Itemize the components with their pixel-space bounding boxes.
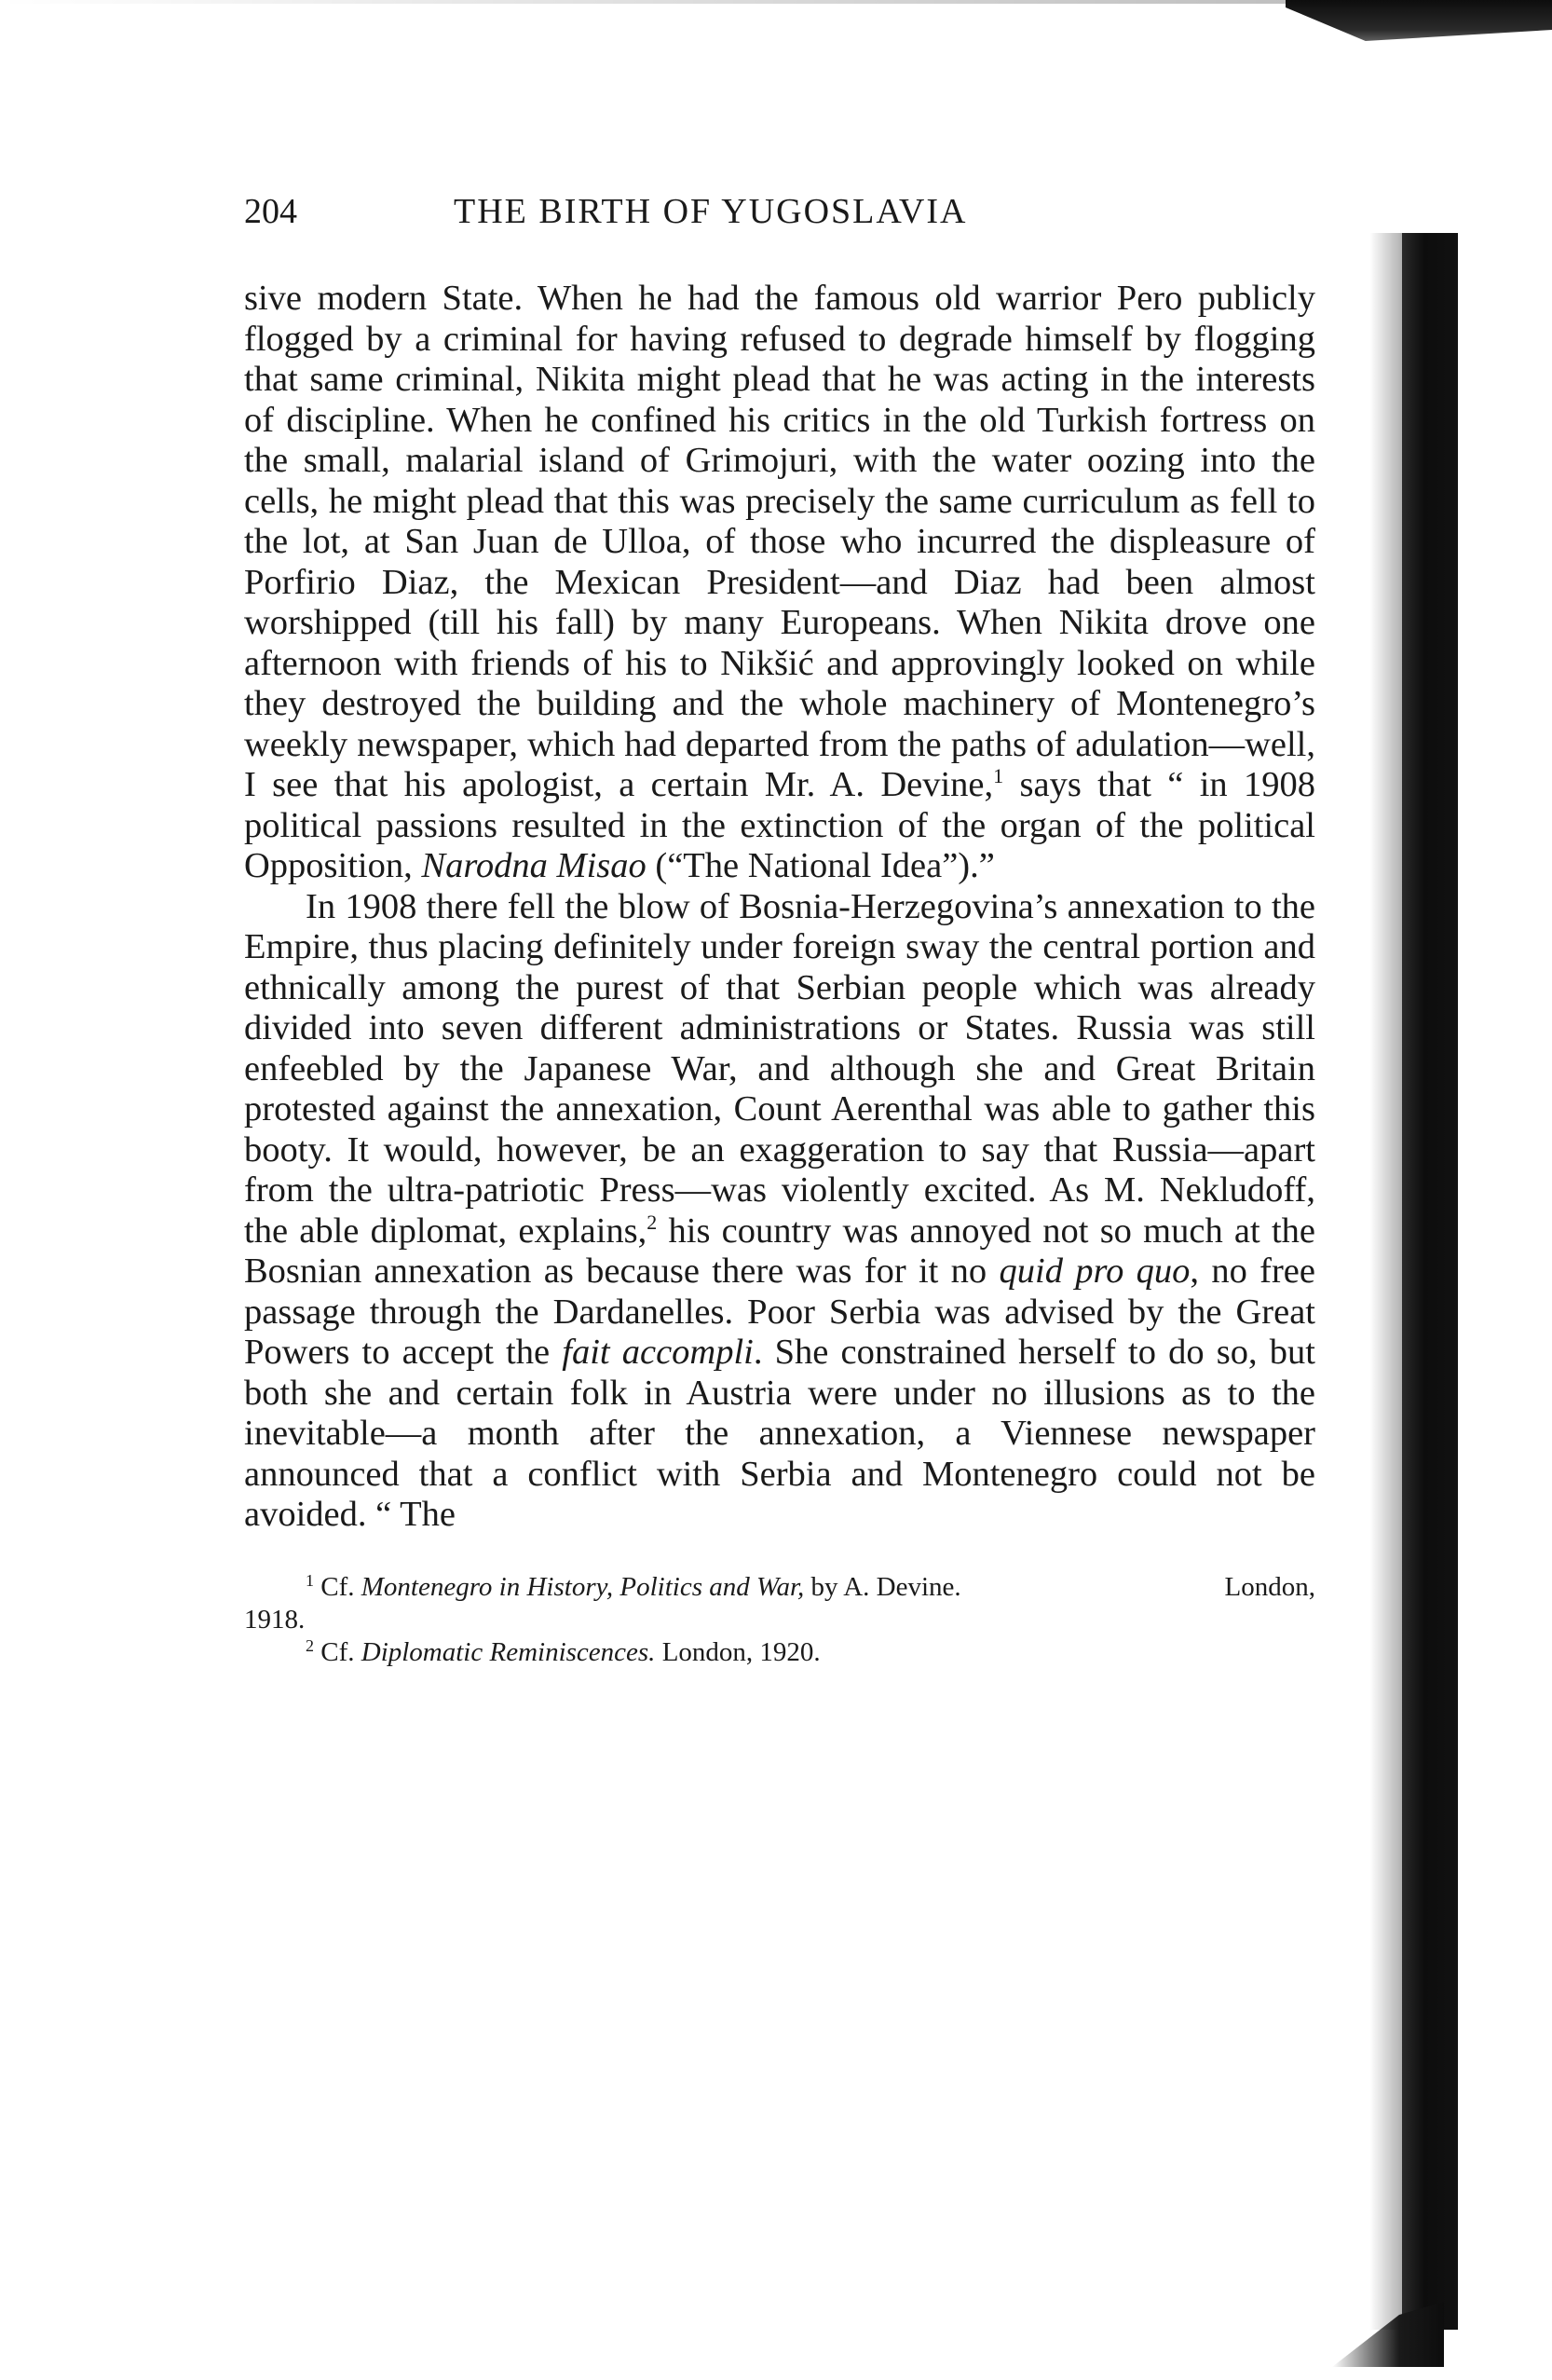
- footnote-ref-1: 1: [993, 764, 1004, 787]
- footnote-2-mark: 2: [306, 1635, 314, 1655]
- paragraph-1-text-end: (“The National Idea”).”: [646, 846, 995, 885]
- paragraph-1-text-cont: says that “ in 1908 political passions resulted in the extinction of the organ of the political Opposition,: [244, 765, 1316, 885]
- scan-gutter: [1402, 233, 1458, 2330]
- footnote-1: [244, 1571, 1315, 1636]
- footnote-2-title: Diplomatic Reminiscences.: [361, 1636, 656, 1667]
- latin-phrase: quid pro quo: [999, 1252, 1191, 1291]
- footnote-1-title: Montenegro in History, Politics and War,: [361, 1571, 805, 1602]
- footnote-1-year: 1918.: [244, 1604, 306, 1635]
- paragraph-1-text: sive modern State. When he had the famous old warrior Pero publicly flogged by a criminal for having refused to degrade himself by flogging that same criminal, Nikita might plead that he was acting in the interests of discipline. When he confined his critics in the old Turkish fortress on the small, malarial island of Grimojuri, with the water oozing into the cells, he might plead that this was precisely the same curriculum as fell to the lot, at San Juan de Ulloa, of those who incurred the displeasure of Porfirio Diaz, the Mexican President—and Diaz had been almost worshipped (till his fall) by many Europeans. When Nikita drove one afternoon with friends of his to Nikšić and approvingly looked on while they destroyed the building and the whole machinery of Montenegro’s weekly newspaper, which had departed from the paths of adulation—well, I see that his apologist, a certain Mr. A. Devine,: [244, 279, 1315, 804]
- scan-corner-shadow: [1286, 0, 1552, 75]
- paragraph-2-text-mid: , no free passage through the Dardanelles. Poor Serbia was advised by the Great Powers to accept the: [244, 1252, 1315, 1372]
- footnote-2: [244, 1636, 1315, 1669]
- paragraph-2-text-cont: his country was annoyed not so much at the Bosnian annexation as because there was for it no: [244, 1211, 1315, 1291]
- footnote-2-rest: London, 1920.: [655, 1636, 821, 1667]
- footnote-1-mark: 1: [306, 1570, 314, 1590]
- page-number: 204: [244, 192, 297, 231]
- body-text: [244, 279, 1315, 1536]
- newspaper-name: Narodna Misao: [421, 846, 647, 885]
- footnote-2-cf: Cf.: [314, 1636, 361, 1667]
- paragraph-2-text: In 1908 there fell the blow of Bosnia-Herzegovina’s annexation to the Empire, thus placing definitely under foreign sway the central portion and ethnically among the purest of that Serbian people which was already divided into seven different administrations or States. Russia was still enfeebled by the Japanese War, and although she and Great Britain protested against the annexation, Count Aerenthal was able to gather this booty. It would, however, be an exaggeration to say that Russia—apart from the ultra-patriotic Press—was violently excited. As M. Nekludoff, the able diplomat, explains,: [244, 886, 1315, 1251]
- footnote-1-author: by A. Devine.: [804, 1571, 961, 1602]
- footnote-ref-2: 2: [647, 1210, 658, 1234]
- paragraph-2: [244, 887, 1315, 1536]
- footnote-1-cf: Cf.: [314, 1571, 361, 1602]
- french-phrase: fait accompli: [562, 1333, 754, 1372]
- running-title: THE BIRTH OF YUGOSLAVIA: [454, 192, 968, 231]
- page-header: [244, 191, 1315, 247]
- paragraph-2-text-end: . She constrained herself to do so, but both she and certain folk in Austria were under no illusions as to the inevitable—a month after the annexation, a Viennese newspaper announced that a conflict with Serbia and Montenegro could not be avoided. “ The: [244, 1333, 1316, 1534]
- book-page: [244, 191, 1315, 1669]
- paragraph-1: [244, 279, 1315, 887]
- footnotes: [244, 1571, 1315, 1669]
- scan-gutter-fade: [1369, 233, 1407, 2330]
- footnote-1-city: London,: [1224, 1571, 1315, 1602]
- scan-top-edge: [0, 0, 1286, 4]
